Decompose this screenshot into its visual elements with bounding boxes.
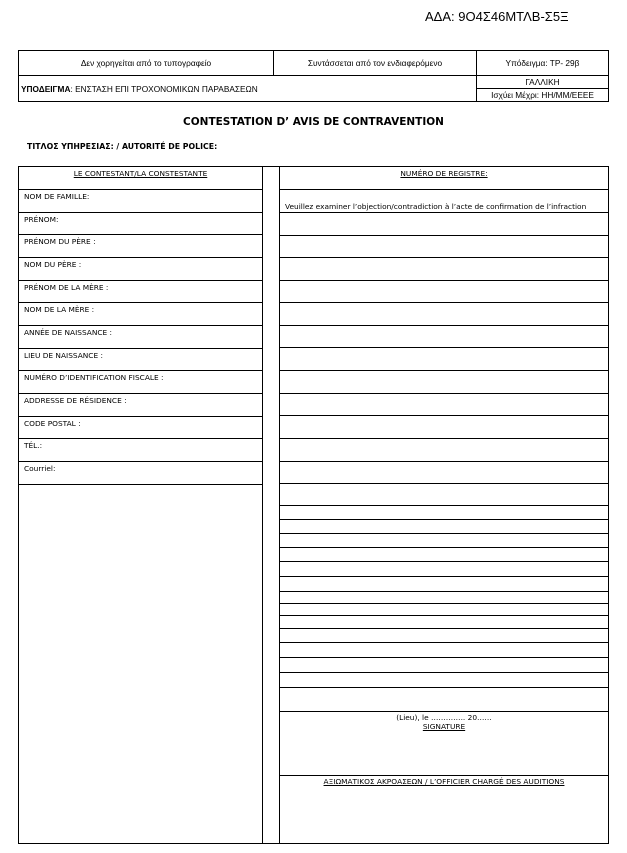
field-label: NUMÉRO D’IDENTIFICATION FISCALE : (24, 373, 164, 382)
field-row[interactable] (19, 190, 262, 213)
ruled-line[interactable] (280, 439, 608, 462)
field-label: TÉL.: (24, 441, 43, 450)
field-label: NOM DU PÈRE : (24, 260, 82, 269)
field-label: CODE POSTAL : (24, 419, 81, 428)
ruled-line[interactable] (280, 562, 608, 577)
field-label: ANNÉE DE NAISSANCE : (24, 328, 113, 337)
field-label: PRÉNOM: (24, 215, 59, 224)
ruled-line[interactable] (280, 281, 608, 303)
officer-label: ΑΞΙΩΜΑΤΙΚΟΣ ΑΚΡΟΑΣΕΩΝ / L’OFFICIER CHARGÉ DES AUDITIONS (323, 777, 565, 786)
ruled-line[interactable] (280, 371, 608, 394)
field-row[interactable] (19, 417, 262, 439)
ruled-line[interactable] (280, 592, 608, 604)
ruled-line[interactable] (280, 303, 608, 326)
place-date: (Lieu), le ………….. 20…… (396, 713, 492, 722)
model-title-cell (19, 76, 477, 102)
ruled-line[interactable] (280, 534, 608, 548)
field-label: PRÉNOM DE LA MÈRE : (24, 283, 109, 292)
ada-code: ΑΔΑ: 9Ο4Σ46ΜΤΛΒ-Σ5Ξ (425, 9, 569, 24)
ruled-line[interactable] (280, 616, 608, 629)
model-code-cell: Υπόδειγμα: ΤΡ- 29β (477, 51, 609, 76)
ruled-line[interactable] (280, 548, 608, 562)
field-label: LIEU DE NAISSANCE : (24, 351, 103, 360)
ruled-line[interactable] (280, 658, 608, 673)
ruled-line[interactable] (280, 462, 608, 484)
ruled-line[interactable] (280, 577, 608, 592)
model-title-bold: ΥΠΟΔΕΙΓΜΑ (21, 83, 71, 94)
request-row (280, 190, 608, 213)
field-row[interactable] (19, 258, 262, 281)
field-row[interactable] (19, 281, 262, 303)
header-table (18, 50, 609, 102)
ruled-line[interactable] (280, 348, 608, 371)
column-gap (263, 166, 279, 844)
field-label: Courriel: (24, 464, 56, 473)
field-label: NOM DE LA MÈRE : (24, 305, 95, 314)
signature-label: SIGNATURE (422, 722, 466, 731)
ruled-line[interactable] (280, 416, 608, 439)
contestant-heading-row (19, 167, 262, 190)
signature-row[interactable] (280, 712, 608, 776)
ruled-line[interactable] (280, 484, 608, 506)
field-label: ADDRESSE DE RÉSIDENCE : (24, 396, 127, 405)
ruled-line[interactable] (280, 520, 608, 534)
field-row[interactable] (19, 303, 262, 326)
language-cell: ΓΑΛΛΙΚΗ (477, 76, 609, 89)
ruled-line[interactable] (280, 506, 608, 520)
service-label: ΤΙΤΛΟΣ ΥΠΗΡΕΣΙΑΣ: / AUTORITÉ DE POLICE: (27, 142, 218, 151)
field-label: NOM DE FAMILLE: (24, 192, 90, 201)
registry-heading-row (280, 167, 608, 190)
drafted-by-cell: Συντάσσεται από τον ενδιαφερόμενο (274, 51, 477, 76)
ruled-line[interactable] (280, 213, 608, 236)
ruled-line[interactable] (280, 236, 608, 258)
field-label: PRÉNOM DU PÈRE : (24, 237, 96, 246)
registry-heading: NUMÉRO DE REGISTRE: (400, 169, 488, 178)
field-row[interactable] (19, 349, 262, 371)
page-title: CONTESTATION D’ AVIS DE CONTRAVENTION (183, 116, 444, 128)
contestant-panel (18, 166, 263, 844)
field-row[interactable] (19, 394, 262, 417)
valid-until-cell: Ισχύει Μέχρι: ΗΗ/ΜΜ/ΕΕΕΕ (477, 89, 609, 102)
request-text: Veuillez examiner l’objection/contradiction à l’acte de confirmation de l’infraction (285, 202, 587, 211)
not-supplied-cell: Δεν χορηγείται από το τυπογραφείο (19, 51, 274, 76)
field-row[interactable] (19, 439, 262, 462)
ruled-line[interactable] (280, 394, 608, 416)
ruled-line[interactable] (280, 604, 608, 616)
registry-panel (279, 166, 609, 844)
field-row[interactable] (19, 235, 262, 258)
ruled-line[interactable] (280, 688, 608, 712)
officer-row[interactable] (280, 776, 608, 843)
model-title-rest: : ΕΝΣΤΑΣΗ ΕΠΙ ΤΡΟΧΟΝΟΜΙΚΩΝ ΠΑΡΑΒΑΣΕΩΝ (70, 83, 258, 94)
field-row[interactable] (19, 326, 262, 349)
blank-row (19, 464, 262, 485)
ruled-line[interactable] (280, 673, 608, 688)
ruled-line[interactable] (280, 629, 608, 643)
field-row[interactable] (19, 213, 262, 235)
ruled-line[interactable] (280, 258, 608, 281)
ruled-line[interactable] (280, 326, 608, 348)
field-row[interactable] (19, 371, 262, 394)
ruled-line[interactable] (280, 643, 608, 658)
contestant-heading: LE CONTESTANT/LA CONSTESTANTE (73, 169, 208, 178)
